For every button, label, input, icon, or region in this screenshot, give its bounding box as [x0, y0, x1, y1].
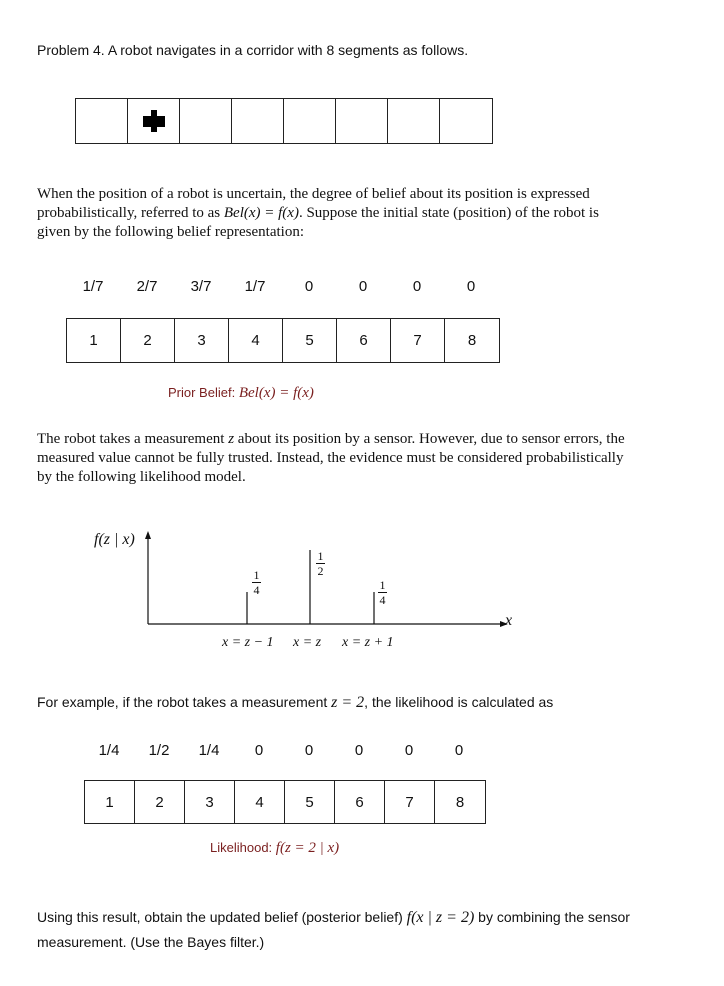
prior-cells [66, 318, 500, 363]
y-axis [145, 531, 151, 624]
corridor-cell [128, 99, 180, 143]
robot-icon [142, 110, 166, 132]
likelihood-cells [84, 780, 486, 824]
example-formula: z = 2 [331, 694, 365, 711]
final-line-2: measurement. (Use the Bayes filter.) [37, 934, 265, 950]
measurement-line-3: by the following likelihood model. [37, 469, 246, 485]
likelihood-cell: 7 [385, 781, 435, 823]
corridor-cell [336, 99, 388, 143]
prior-prob: 1/7 [82, 278, 104, 295]
likelihood-y-label: f(z | x) [94, 531, 135, 548]
likelihood-model-diagram [140, 530, 520, 630]
prior-cell: 6 [337, 319, 391, 362]
prior-caption-formula: Bel(x) = f(x) [238, 385, 314, 401]
prior-cell: 5 [283, 319, 337, 362]
likelihood-prob: 0 [304, 742, 314, 759]
likelihood-x-label: x [505, 612, 513, 629]
intro-line-1: When the position of a robot is uncertain, the degree of belief about its position is expressed [37, 186, 590, 202]
final-line-1: Using this result, obtain the updated belief (posterior belief) f(x | z = 2) by combining the sensor [37, 909, 630, 926]
likelihood-cell: 5 [285, 781, 335, 823]
example-sentence: For example, if the robot takes a measurement z = 2, the likelihood is calculated as [37, 694, 554, 711]
prior-cell: 3 [175, 319, 229, 362]
intro-line-3: given by the following belief representation: [37, 224, 305, 240]
spike-label-z-plus-1: x = z + 1 [342, 635, 394, 650]
likelihood-cell: 1 [85, 781, 135, 823]
prior-cell: 4 [229, 319, 283, 362]
spike-value-z-minus-1: 1 4 [253, 568, 260, 597]
corridor-cell [232, 99, 284, 143]
prior-prob: 0 [358, 278, 368, 295]
corridor-cell [76, 99, 128, 143]
likelihood-prob: 1/2 [148, 742, 170, 759]
likelihood-cell: 3 [185, 781, 235, 823]
corridor-cell [284, 99, 336, 143]
likelihood-cell: 4 [235, 781, 285, 823]
intro-paragraph [37, 185, 687, 242]
prior-prob: 2/7 [136, 278, 158, 295]
likelihood-prob: 0 [454, 742, 464, 759]
prior-prob: 0 [466, 278, 476, 295]
prior-cell: 2 [121, 319, 175, 362]
prior-prob: 1/7 [244, 278, 266, 295]
likelihood-prob: 1/4 [198, 742, 220, 759]
measurement-line-1: The robot takes a measurement z about its position by a sensor. However, due to sensor errors, the [37, 431, 625, 447]
likelihood-prob: 0 [354, 742, 364, 759]
corridor-cell [388, 99, 440, 143]
likelihood-prob: 0 [404, 742, 414, 759]
prior-prob: 3/7 [190, 278, 212, 295]
spike-value-z-plus-1: 1 4 [379, 578, 386, 607]
likelihood-prob-row [84, 742, 484, 759]
final-instruction [37, 905, 707, 954]
likelihood-cell: 6 [335, 781, 385, 823]
likelihood-caption: Likelihood: f(z = 2 | x) [210, 840, 340, 856]
intro-line-2: probabilistically, referred to as Bel(x) = f(x). Suppose the initial state (position) of the robot is [37, 205, 599, 221]
prior-prob: 0 [304, 278, 314, 295]
likelihood-cell: 8 [455, 793, 465, 811]
likelihood-prob: 1/4 [98, 742, 120, 759]
belief-formula: Bel(x) = f(x) [223, 205, 299, 221]
spike-value-z: 1 2 [317, 549, 324, 578]
prior-cell: 7 [391, 319, 445, 362]
corridor-cell [180, 99, 232, 143]
corridor-cell [440, 99, 492, 143]
prior-prob: 0 [412, 278, 422, 295]
problem-title: Problem 4. A robot navigates in a corridor with 8 segments as follows. [37, 42, 469, 58]
spike-label-z-minus-1: x = z − 1 [222, 635, 274, 650]
x-axis [148, 621, 508, 627]
prior-cell: 1 [67, 319, 121, 362]
posterior-formula: f(x | z = 2) [406, 909, 475, 926]
prior-caption: Prior Belief: Bel(x) = f(x) [168, 385, 314, 401]
measurement-line-2: measured value cannot be fully trusted. Instead, the evidence must be considered probabilistically [37, 450, 624, 466]
likelihood-cell: 2 [135, 781, 185, 823]
likelihood-prob: 0 [254, 742, 264, 759]
measurement-paragraph [37, 430, 687, 487]
spike-label-z: x = z [293, 635, 322, 650]
prior-prob-row [66, 278, 498, 295]
corridor [75, 98, 493, 144]
likelihood-caption-formula: f(z = 2 | x) [275, 840, 340, 856]
prior-cell: 8 [467, 332, 477, 349]
